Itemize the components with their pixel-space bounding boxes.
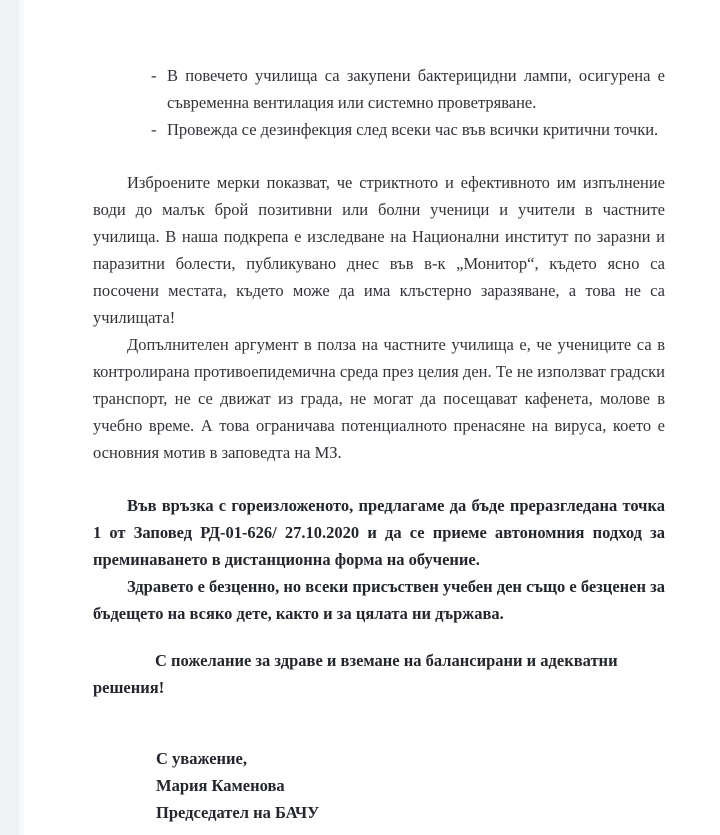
signature-block bbox=[93, 745, 665, 826]
viewer-gutter bbox=[0, 0, 24, 835]
bullet-text: В повечето училища са закупени бактерицидни лампи, осигурена е съвременна вентилация или системно проветряване. bbox=[167, 66, 665, 112]
paragraph-proposal: Във връзка с гореизложеното, предлагаме да бъде преразгледана точка 1 от Заповед РД-01-626/ 27.10.2020 и да се приеме автономния подход за преминаването в дистанционна форма на обучение. bbox=[93, 496, 665, 569]
paragraph-health-value: Здравето е безценно, но всеки присъствен учебен ден също е безценен за бъдещето на всяко дете, както и за цялата ни държава. bbox=[93, 577, 665, 623]
paragraph-measures-results: Изброените мерки показват, че стриктното и ефективното им изпълнение води до малък брой позитивни или болни ученици и учители в частните училища. В наша подкрепа е изследване на Национални институт по заразни и паразитни болести, публикувано днес във в-к „Монитор“, където ясно са посочени местата, където може да има клъстерно заразяване, а това не са училищата! bbox=[93, 173, 665, 327]
bullet-item-disinfection bbox=[151, 116, 665, 143]
document-page bbox=[29, 0, 720, 835]
bullet-item-lamps bbox=[151, 62, 665, 116]
closing-wish: С пожелание за здраве и вземане на балансирани и адекватни решения! bbox=[93, 651, 618, 697]
bullet-marker: - bbox=[151, 120, 157, 139]
bullet-marker: - bbox=[151, 66, 157, 85]
bullet-text: Провежда се дезинфекция след всеки час във всички критични точки. bbox=[167, 120, 659, 139]
bullet-list bbox=[93, 62, 665, 143]
signature-title: Председател на БАЧУ bbox=[156, 803, 320, 822]
signature-salutation: С уважение, bbox=[156, 749, 247, 768]
paragraph-additional-argument: Допълнителен аргумент в полза на частните училища е, че учениците са в контролирана противоепидемична среда през целия ден. Те не използват градски транспорт, не се движат из града, не могат да посещават кафенета, молове в учебно време. А това ограничава потенциалното пренасяне на вируса, което е основния мотив в заповедта на МЗ. bbox=[93, 335, 665, 462]
signature-name: Мария Каменова bbox=[156, 776, 285, 795]
